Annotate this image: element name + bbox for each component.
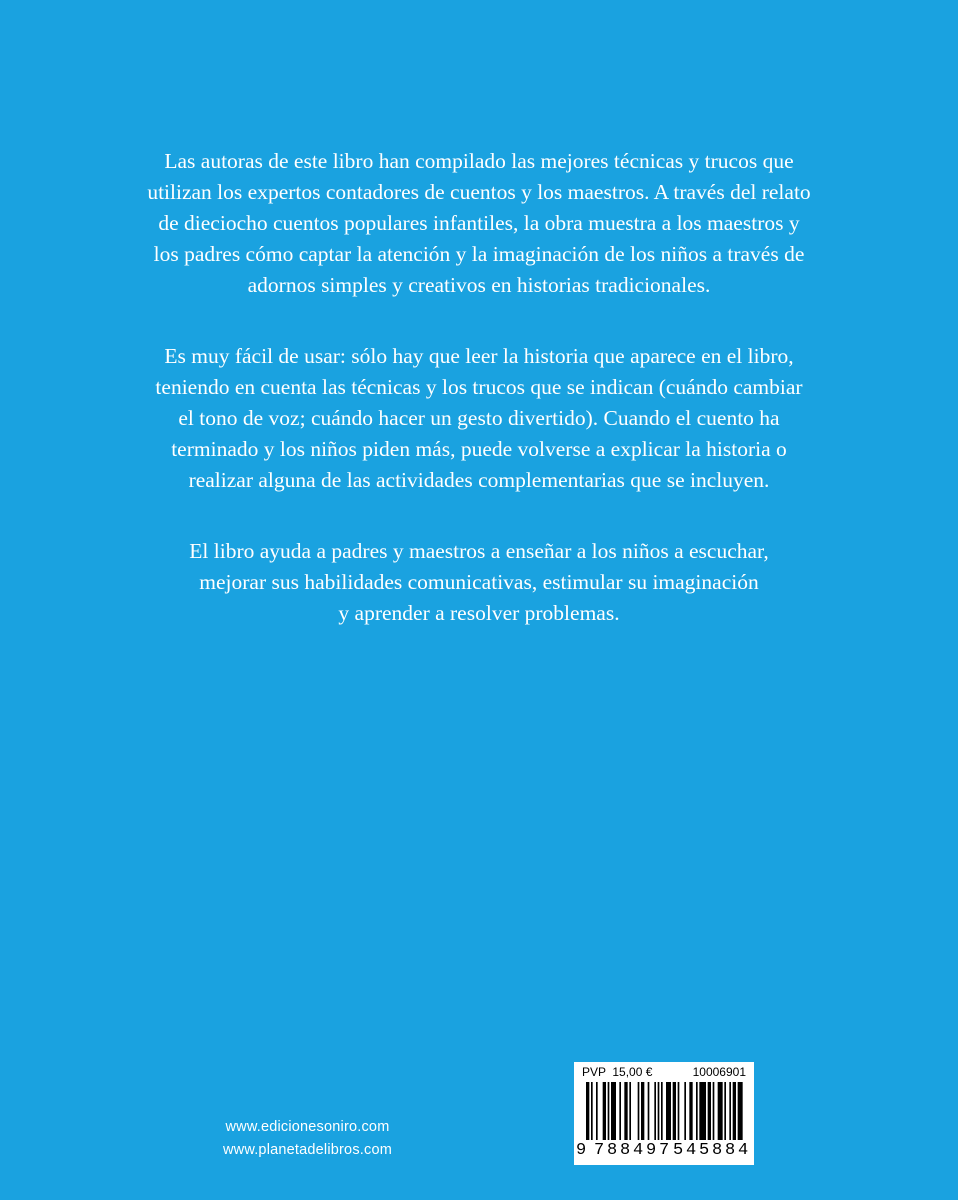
product-code: 10006901: [692, 1065, 746, 1079]
price: 15,00 €: [612, 1065, 653, 1079]
barcode-bar: [641, 1082, 644, 1140]
barcode-bar: [696, 1082, 698, 1140]
barcode-bar: [724, 1082, 726, 1140]
barcode-bar: [648, 1082, 650, 1140]
website-planetadelibros: www.planetadelibros.com: [222, 1142, 392, 1158]
website-edicionesoniro: www.edicionesoniro.com: [225, 1119, 390, 1135]
barcode-bar: [619, 1082, 621, 1140]
barcode-bar: [673, 1082, 676, 1140]
barcode-bar: [689, 1082, 692, 1140]
description-paragraph-1: Las autoras de este libro han compilado las mejores técnicas y trucos que utilizan los expertos contadores de cuentos y los maestros. A través del relato de dieciocho cuentos populares infantiles, la obra muestra a los maestros y los padres cómo captar la atención y la imaginación de los niños a través de adornos simples y creativos en historias tradicionales.: [147, 149, 811, 297]
barcode-bar: [733, 1082, 736, 1140]
description-paragraph-2: Es muy fácil de usar: sólo hay que leer la historia que aparece en el libro, teniendo en cuenta las técnicas y los trucos que se indican (cuándo cambiar el tono de voz; cuándo hacer un gesto divertido). Cuando el cuento ha terminado y los niños piden más, puede volverse a explicar la historia o realizar alguna de las actividades complementarias que se incluyen.: [155, 344, 803, 492]
barcode-bar: [638, 1082, 640, 1140]
barcode-bar: [729, 1082, 731, 1140]
barcode-bar: [629, 1082, 631, 1140]
barcode-bar: [738, 1082, 743, 1140]
barcode-bar: [718, 1082, 723, 1140]
barcode-bar: [603, 1082, 606, 1140]
barcode-bar: [658, 1082, 660, 1140]
barcode-bar: [654, 1082, 656, 1140]
barcode-bar: [596, 1082, 598, 1140]
isbn-first-digit: 9: [576, 1141, 587, 1160]
publisher-websites: [200, 1116, 415, 1162]
pvp-label: PVP: [582, 1065, 607, 1079]
barcode-bar: [591, 1082, 593, 1140]
barcode-bar: [708, 1082, 711, 1140]
barcode-bar: [699, 1082, 706, 1140]
isbn-left-group: 788497: [594, 1141, 673, 1160]
barcode-bar: [624, 1082, 627, 1140]
barcode-bar: [611, 1082, 616, 1140]
barcode-bar: [586, 1082, 589, 1140]
price-row: [582, 1064, 748, 1080]
barcode-bar: [678, 1082, 680, 1140]
barcode-bar: [666, 1082, 671, 1140]
barcode-bar: [713, 1082, 715, 1140]
barcode-bar: [608, 1082, 610, 1140]
back-cover-description: [90, 146, 868, 669]
barcode-bar: [684, 1082, 686, 1140]
barcode-bars: [586, 1082, 746, 1140]
description-paragraph-3: El libro ayuda a padres y maestros a enseñar a los niños a escuchar, mejorar sus habilidades comunicativas, estimular su imaginación y aprender a resolver problemas.: [189, 539, 769, 625]
barcode-label: [574, 1062, 754, 1165]
barcode-bar: [661, 1082, 663, 1140]
isbn-right-group: 545884: [673, 1141, 752, 1160]
isbn-digits: [576, 1140, 752, 1162]
